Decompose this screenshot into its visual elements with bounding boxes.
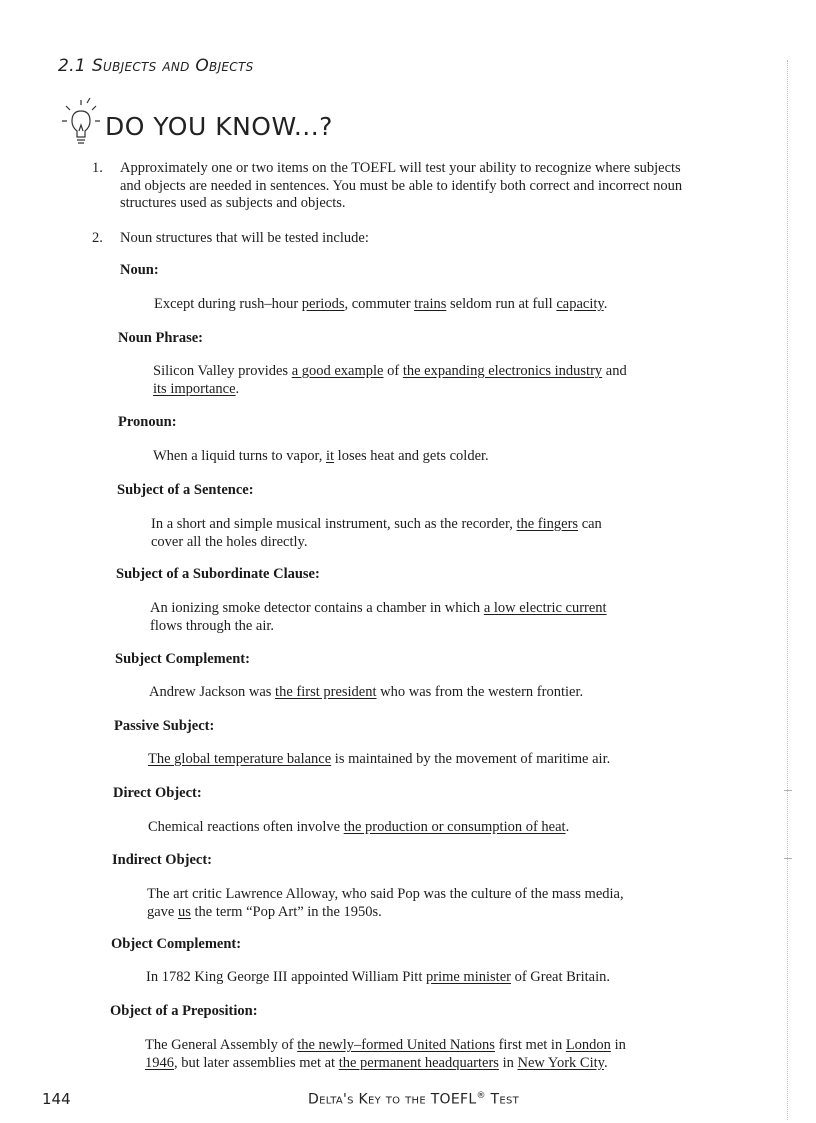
registered-mark: ®	[476, 1091, 486, 1101]
list-item-text: structures used as subjects and objects.	[120, 195, 346, 211]
heading-pronoun: Pronoun:	[118, 414, 177, 430]
heading-passive-subject: Passive Subject:	[114, 718, 215, 734]
example-subject-clause: An ionizing smoke detector contains a chamber in which a low electric current flows through the air.	[150, 600, 607, 634]
section-title-objects: Objects	[195, 56, 254, 76]
list-item-text: and objects are needed in sentences. You must be able to identify both correct and incorrect noun	[120, 177, 683, 194]
heading-subject-clause: Subject of a Subordinate Clause:	[116, 566, 320, 582]
heading-object-preposition: Object of a Preposition:	[110, 1003, 258, 1019]
heading-subject-sentence: Subject of a Sentence:	[117, 482, 254, 498]
heading-noun: Noun:	[120, 262, 159, 278]
example-object-preposition: The General Assembly of the newly–formed United Nations first met in London in 1946, but later assemblies met at the permanent headquarters in New York City.	[145, 1037, 626, 1071]
example-noun-phrase: Silicon Valley provides a good example of the expanding electronics industry and its importance.	[153, 363, 627, 397]
example-subject-sentence: In a short and simple musical instrument, such as the recorder, the fingers can cover all the holes directly.	[151, 516, 602, 550]
footer-title-text: Delta's Key to the TOEFL	[308, 1091, 477, 1108]
do-you-know-heading: DO YOU KNOW...?	[105, 112, 333, 141]
example-passive-subject: The global temperature balance is maintained by the movement of maritime air.	[148, 751, 611, 767]
example-pronoun: When a liquid turns to vapor, it loses heat and gets colder.	[153, 448, 489, 464]
list-item-text: Approximately one or two items on the TOEFL will test your ability to recognize where subjects	[120, 160, 681, 176]
section-title	[58, 56, 254, 76]
section-title-subjects: Subjects	[91, 56, 157, 76]
page-number: 144	[42, 1090, 71, 1108]
heading-subject-complement: Subject Complement:	[115, 651, 250, 667]
example-indirect-object: The art critic Lawrence Alloway, who said Pop was the culture of the mass media, gave us the term “Pop Art” in the 1950s.	[147, 886, 624, 920]
example-object-complement: In 1782 King George III appointed William Pitt prime minister of Great Britain.	[146, 969, 611, 985]
heading-direct-object: Direct Object:	[113, 785, 202, 801]
page-edge-line	[787, 60, 788, 1120]
footer-title	[308, 1091, 519, 1108]
list-item-number: 2.	[92, 230, 103, 246]
section-number: 2.1	[58, 56, 86, 76]
example-noun: Except during rush–hour periods, commuter trains seldom run at full capacity.	[154, 296, 608, 312]
page-edge-tick	[784, 790, 792, 791]
section-title-and: and	[162, 56, 190, 76]
heading-indirect-object: Indirect Object:	[112, 852, 212, 868]
example-direct-object: Chemical reactions often involve the production or consumption of heat.	[148, 819, 570, 835]
heading-noun-phrase: Noun Phrase:	[118, 330, 203, 346]
lightbulb-icon	[62, 97, 102, 153]
page-edge-tick	[784, 858, 792, 859]
footer-title-test: Test	[490, 1091, 520, 1108]
list-item	[92, 160, 720, 213]
list-item-text: Noun structures that will be tested include:	[120, 230, 369, 246]
list-item-number: 1.	[92, 160, 103, 176]
heading-object-complement: Object Complement:	[111, 936, 242, 952]
example-subject-complement: Andrew Jackson was the first president who was from the western frontier.	[149, 684, 584, 700]
list-item	[92, 230, 720, 248]
